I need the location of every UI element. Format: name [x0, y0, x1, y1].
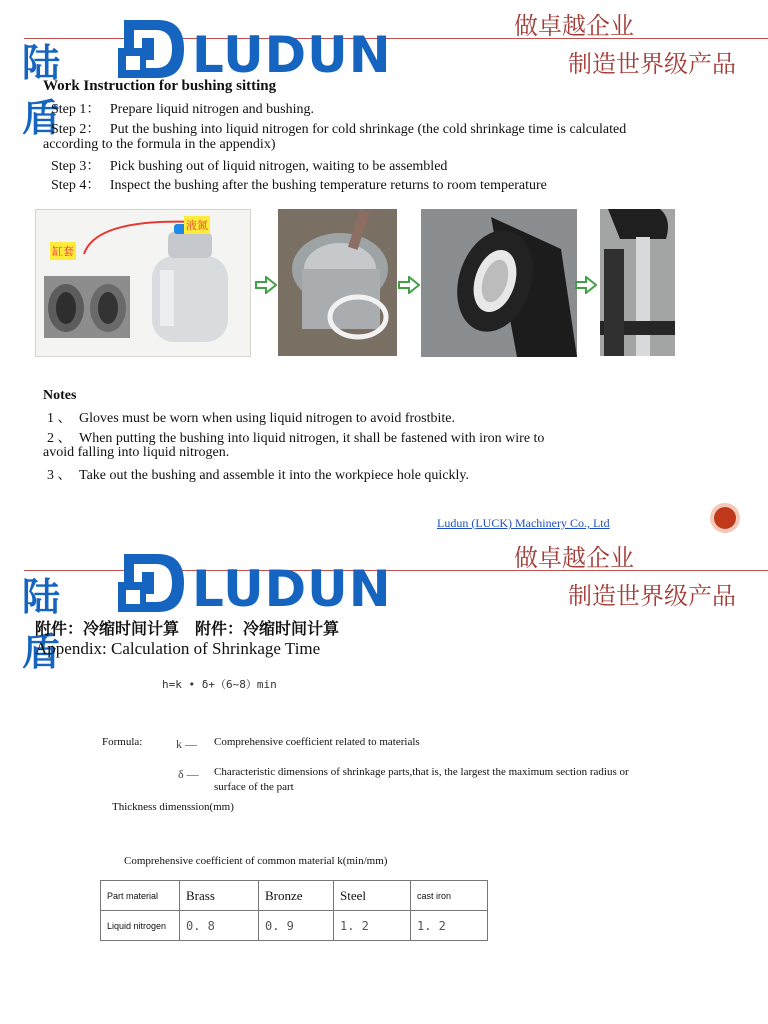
step-2-continuation: according to the formula in the appendix): [43, 137, 276, 152]
table-cell: Bronze: [259, 881, 334, 911]
table-cell: 1. 2: [411, 911, 488, 941]
photo-bushing-and-nitrogen: [35, 209, 251, 357]
note-text: Gloves must be worn when using liquid nitrogen to avoid frostbite.: [79, 411, 456, 426]
step-text: Prepare liquid nitrogen and bushing.: [109, 102, 315, 117]
note-text: Take out the bushing and assemble it into the workpiece hole quickly.: [79, 468, 470, 483]
note-2: [47, 427, 544, 447]
note-number: 3 、: [47, 468, 72, 483]
logo-mark-icon: [118, 552, 186, 614]
k-description: Comprehensive coefficient related to materials: [214, 736, 420, 748]
delta-description-line1: Characteristic dimensions of shrinkage parts,that is, the largest the maximum section radius or: [214, 766, 629, 778]
table-cell: cast iron: [411, 881, 488, 911]
note-number: 1 、: [47, 411, 72, 426]
appendix-title-cn: 附件：冷缩时间计算 附件：冷缩时间计算: [35, 619, 340, 638]
company-link[interactable]: Ludun (LUCK) Machinery Co., Ltd: [437, 516, 610, 530]
appendix-title-en: Appendix: Calculation of Shrinkage Time: [35, 639, 321, 658]
step-label: Step 4：: [51, 178, 101, 193]
table-cell: Liquid nitrogen: [101, 911, 180, 941]
arrow-right-icon: [398, 276, 420, 294]
step-label: Step 2：: [51, 122, 101, 137]
photo-assembled-part: [600, 209, 675, 356]
arrow-right-icon: [575, 276, 597, 294]
table-row: [101, 911, 488, 941]
bushing-label: 缸套: [50, 242, 76, 260]
coefficient-table: [100, 880, 488, 941]
table-cell: Brass: [180, 881, 259, 911]
logo-mark-icon: [118, 18, 186, 80]
photo-bushing-nitrogen-illustration: [36, 210, 250, 356]
table-cell: Steel: [334, 881, 411, 911]
thickness-note: Thickness dimenssion(mm): [112, 801, 234, 813]
nitrogen-label: 液氮: [184, 216, 210, 234]
logo-cn-name: 陆盾: [22, 41, 63, 140]
logo-en-name: LUDUN: [192, 26, 392, 84]
step-2: [51, 118, 626, 138]
delta-symbol: δ —: [178, 767, 199, 781]
step-label: Step 1：: [51, 102, 101, 117]
step-4: [51, 174, 547, 194]
slogan-line1: 做卓越企业: [514, 544, 634, 572]
logo-cn-name: 陆盾: [22, 575, 63, 674]
step-3: [51, 155, 447, 175]
slogan-line2: 制造世界级产品: [568, 50, 736, 78]
slogan-line1: 做卓越企业: [514, 12, 634, 40]
table-header-row: [101, 881, 488, 911]
step-text: Inspect the bushing after the bushing temperature returns to room temperature: [109, 178, 547, 193]
delta-description-line2: surface of the part: [214, 781, 294, 793]
photo-workpiece-hole: [421, 209, 577, 357]
page-title: Work Instruction for bushing sitting: [43, 78, 277, 94]
photo-nitrogen-illustration: [278, 209, 397, 356]
logo-en-name: LUDUN: [192, 560, 392, 618]
slogan-line2: 制造世界级产品: [568, 582, 736, 610]
note-text: When putting the bushing into liquid nitrogen, it shall be fastened with iron wire to: [79, 431, 545, 446]
step-text: Pick bushing out of liquid nitrogen, waiting to be assembled: [109, 159, 448, 174]
slide-appendix: [0, 512, 768, 1024]
table-cell: 0. 9: [259, 911, 334, 941]
notes-title: Notes: [43, 388, 77, 403]
table-cell: 0. 8: [180, 911, 259, 941]
step-text: Put the bushing into liquid nitrogen for cold shrinkage (the cold shrinkage time is calculated: [109, 122, 627, 137]
k-symbol: k —: [176, 737, 197, 751]
table-cell: 1. 2: [334, 911, 411, 941]
formula-expression: h=k • δ+（6~8）min: [162, 678, 277, 691]
arrow-right-icon: [255, 276, 277, 294]
table-cell: Part material: [101, 881, 180, 911]
step-1: [51, 98, 314, 118]
note-1: [47, 407, 455, 427]
note-number: 2 、: [47, 431, 72, 446]
photo-bushing-in-nitrogen: [278, 209, 397, 356]
note-3: [47, 464, 469, 484]
table-caption: Comprehensive coefficient of common material k(min/mm): [124, 855, 388, 867]
step-label: Step 3：: [51, 159, 101, 174]
photo-workpiece-illustration: [421, 209, 577, 357]
photo-assembled-illustration: [600, 209, 675, 356]
note-2-continuation: avoid falling into liquid nitrogen.: [43, 445, 230, 460]
formula-label: Formula:: [102, 736, 143, 748]
